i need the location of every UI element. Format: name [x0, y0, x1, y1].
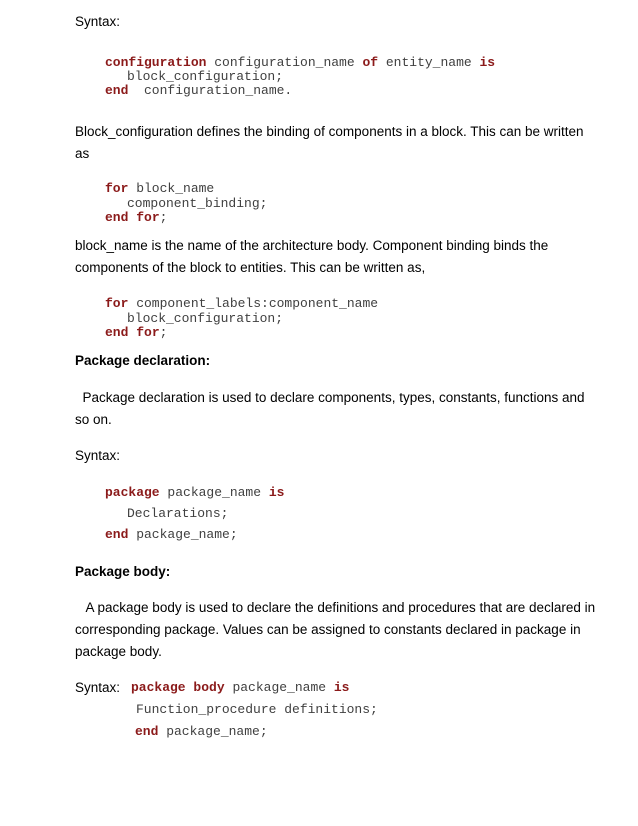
section-heading: Package declaration:	[75, 353, 211, 368]
code-line	[135, 724, 268, 739]
keyword: package	[131, 680, 186, 695]
code-text: entity_name	[378, 55, 480, 70]
keyword: end	[105, 527, 129, 542]
keyword: configuration	[105, 55, 207, 70]
code-text: component_labels:component_name	[128, 296, 379, 311]
paragraph-line: components of the block to entities. This can be written as,	[75, 260, 426, 275]
code-line: block_configuration;	[127, 311, 284, 326]
code-line	[105, 325, 167, 340]
keyword: for	[105, 296, 129, 311]
keyword: end	[105, 210, 129, 225]
code-line: Function_procedure definitions;	[136, 702, 378, 717]
code-line: Declarations;	[127, 506, 229, 521]
paragraph-line: package body.	[75, 644, 162, 659]
keyword: for	[105, 181, 129, 196]
keyword: end	[135, 724, 159, 739]
paragraph-line: A package body is used to declare the definitions and procedures that are declared in	[75, 600, 596, 615]
code-line: component_binding;	[127, 196, 268, 211]
code-line	[105, 83, 292, 98]
keyword: is	[268, 485, 285, 500]
code-line	[131, 680, 349, 695]
syntax-label: Syntax:	[75, 14, 121, 29]
keyword: of	[362, 55, 379, 70]
code-line	[105, 210, 167, 225]
keyword: body	[193, 680, 225, 695]
paragraph-line: Block_configuration defines the binding of components in a block. This can be written	[75, 124, 584, 139]
section-heading: Package body:	[75, 564, 171, 579]
code-line: block_configuration;	[127, 69, 284, 84]
code-text: configuration_name.	[128, 83, 293, 98]
code-text: package_name	[159, 485, 269, 500]
syntax-label: Syntax:	[75, 448, 121, 463]
code-text: package_name	[224, 680, 334, 695]
code-line	[105, 181, 214, 196]
code-text: configuration_name	[206, 55, 363, 70]
code-line	[105, 527, 238, 542]
code-text: ;	[159, 210, 168, 225]
paragraph-line: as	[75, 146, 90, 161]
syntax-label: Syntax:	[75, 680, 121, 695]
keyword: for	[136, 325, 160, 340]
keyword: package	[105, 485, 160, 500]
paragraph-line: block_name is the name of the architecture body. Component binding binds the	[75, 238, 549, 253]
paragraph-line: so on.	[75, 412, 112, 427]
code-text: package_name;	[158, 724, 268, 739]
code-text: package_name;	[128, 527, 238, 542]
keyword: end	[105, 325, 129, 340]
code-line	[105, 485, 284, 500]
keyword: for	[136, 210, 160, 225]
code-line	[105, 55, 495, 70]
code-text: block_name	[128, 181, 215, 196]
paragraph-line: Package declaration is used to declare components, types, constants, functions and	[75, 390, 585, 405]
keyword: end	[105, 83, 129, 98]
keyword: is	[479, 55, 496, 70]
code-text: ;	[159, 325, 168, 340]
paragraph-line: corresponding package. Values can be assigned to constants declared in package in	[75, 622, 581, 637]
code-line	[105, 296, 378, 311]
keyword: is	[333, 680, 350, 695]
